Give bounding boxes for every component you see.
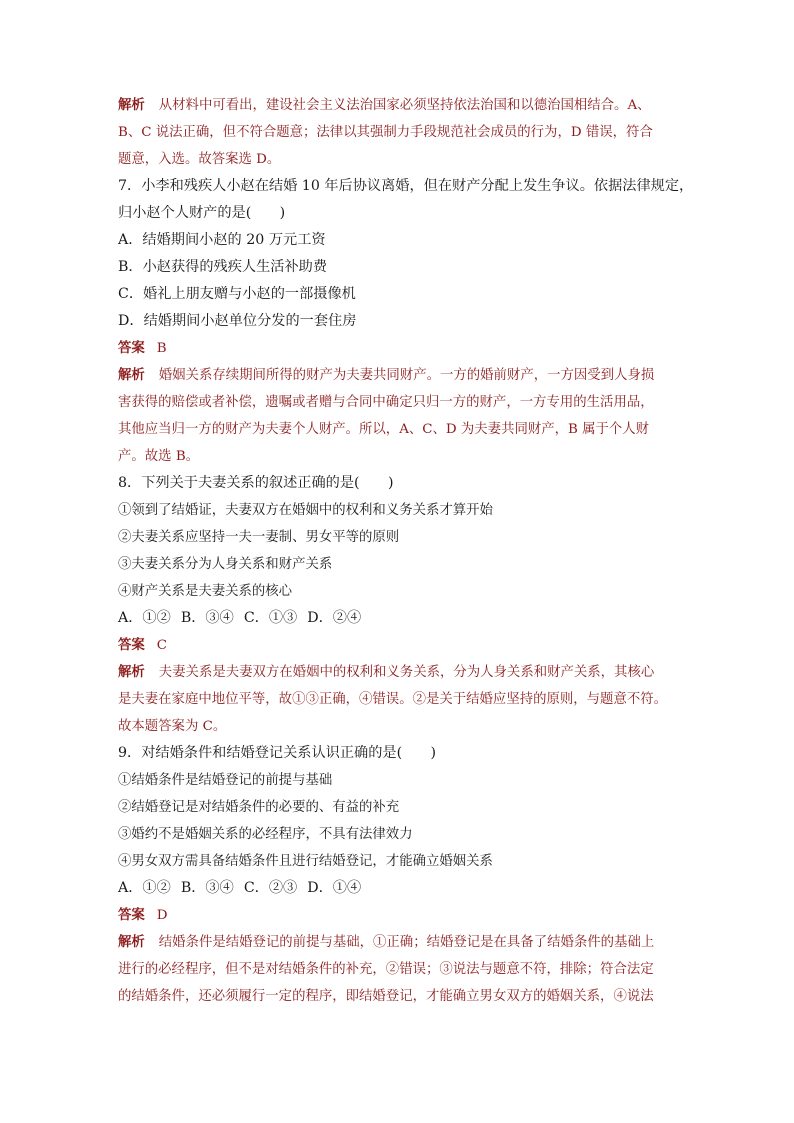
q8-item-4: ④财产关系是夫妻关系的核心 <box>118 584 293 599</box>
q7-option-d: D．结婚期间小赵单位分发的一套住房 <box>118 313 357 329</box>
q7-explanation-line-4: 产。故选 B。 <box>118 449 200 464</box>
q8-explanation-line-1: 解析 夫妻关系是夫妻双方在婚姻中的权利和义务关系，分为人身关系和财产关系，其核心 <box>118 664 655 680</box>
q8-stem: 8．下列关于夫妻关系的叙述正确的是( ) <box>118 475 394 491</box>
q9-explanation-line-1: 解析 结婚条件是结婚登记的前提与基础，①正确；结婚登记是在具备了结婚条件的基础上 <box>118 934 655 950</box>
q6-explanation-line-3: 题意，入选。故答案选 D。 <box>118 152 281 167</box>
q7-answer: 答案 B <box>118 340 167 356</box>
q8-item-1: ①领到了结婚证，夫妻双方在婚姻中的权利和义务关系才算开始 <box>118 503 493 518</box>
q8-explanation-line-3: 故本题答案为 C。 <box>118 719 227 734</box>
q9-answer: 答案 D <box>118 907 168 923</box>
q9-explanation-line-3: 的结婚条件，还必须履行一定的程序，即结婚登记，才能确立男女双方的婚姻关系，④说法 <box>118 989 654 1004</box>
q8-item-2: ②夫妻关系应坚持一夫一妻制、男女平等的原则 <box>118 530 400 545</box>
q7-explanation-line-3: 其他应当归一方的财产为夫妻个人财产。所以，A、C、D 为夫妻共同财产，B 属于个人财 <box>118 422 650 437</box>
q7-option-b: B．小赵获得的残疾人生活补助费 <box>118 259 328 275</box>
q9-item-3: ③婚约不是婚姻关系的必经程序，不具有法律效力 <box>118 827 413 842</box>
q8-explanation-line-2: 是夫妻在家庭中地位平等，故①③正确，④错误。②是关于结婚应坚持的原则，与题意不符。 <box>118 692 668 707</box>
q7-option-c: C．婚礼上朋友赠与小赵的一部摄像机 <box>118 286 356 302</box>
q9-stem: 9．对结婚条件和结婚登记关系认识正确的是( ) <box>118 745 437 761</box>
q8-item-3: ③夫妻关系分为人身关系和财产关系 <box>118 557 333 572</box>
q7-stem-line-1: 7．小李和残疾人小赵在结婚 10 年后协议离婚，但在财产分配上发生争议。依据法律规定， <box>118 178 694 194</box>
q8-choices: A．①② B．③④ C．①③ D．②④ <box>118 610 362 626</box>
q6-explanation-line-2: B、C 说法正确，但不符合题意；法律以其强制力手段规范社会成员的行为，D 错误，符合 <box>118 125 653 140</box>
q8-answer: 答案 C <box>118 637 168 653</box>
q7-explanation-line-2: 害获得的赔偿或者补偿，遗嘱或者赠与合同中确定只归一方的财产，一方专用的生活用品， <box>118 395 654 410</box>
explanation-label: 解析 <box>118 97 145 113</box>
q9-item-2: ②结婚登记是对结婚条件的必要的、有益的补充 <box>118 800 400 815</box>
q7-option-a: A．结婚期间小赵的 20 万元工资 <box>118 232 326 248</box>
q9-item-4: ④男女双方需具备结婚条件且进行结婚登记，才能确立婚姻关系 <box>118 854 493 869</box>
q7-explanation-line-1: 解析 婚姻关系存续期间所得的财产为夫妻共同财产。一方的婚前财产，一方因受到人身损 <box>118 367 655 383</box>
q9-item-1: ①结婚条件是结婚登记的前提与基础 <box>118 773 333 788</box>
q9-explanation-line-2: 进行的必经程序，但不是对结婚条件的补充，②错误；③说法与题意不符，排除；符合法定 <box>118 962 654 977</box>
q7-stem-line-2: 归小赵个人财产的是( ) <box>118 205 286 221</box>
q9-choices: A．①② B．③④ C．②③ D．①④ <box>118 880 362 896</box>
q6-explanation-line-1: 解析 从材料中可看出，建设社会主义法治国家必须坚持依法治国和以德治国相结合。A、 <box>118 97 651 113</box>
document-content <box>118 92 694 1010</box>
